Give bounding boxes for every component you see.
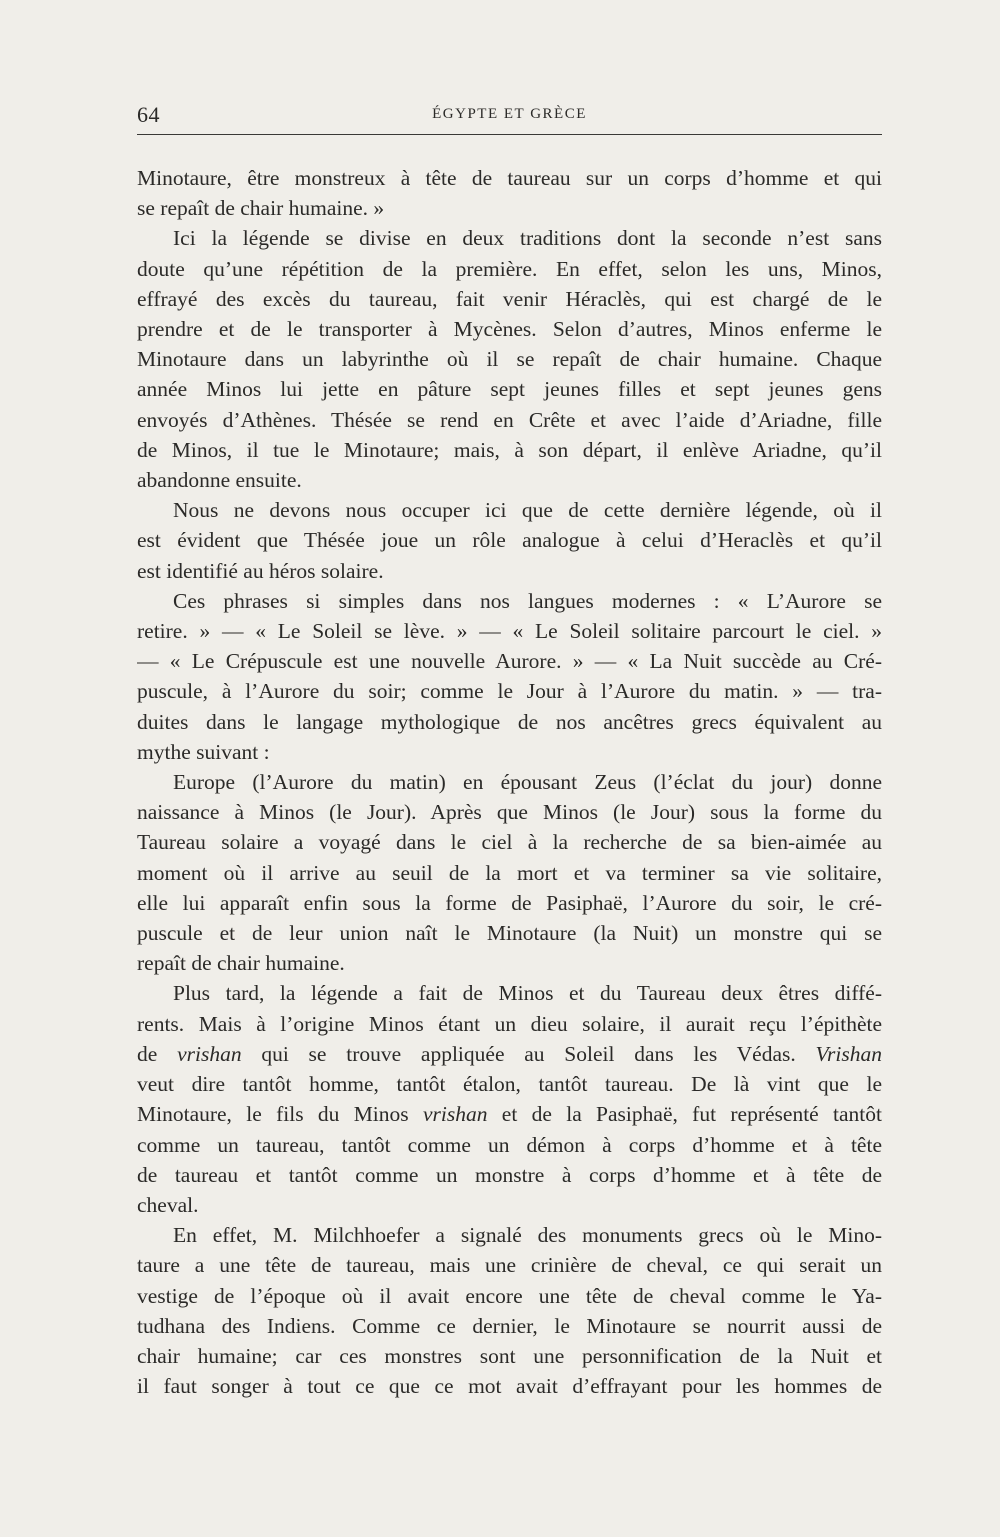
text-line: de taureau et tantôt comme un monstre à corps d’homme et à tête de bbox=[137, 1162, 882, 1187]
text-line: taure a une tête de taureau, mais une crinière de cheval, ce qui serait un bbox=[137, 1253, 882, 1278]
text-line: se repaît de chair humaine. » bbox=[137, 196, 385, 221]
text-line: retire. » — « Le Soleil se lève. » — « Le Soleil solitaire parcourt le ciel. » bbox=[137, 619, 882, 644]
text-line: de Minos, il tue le Minotaure; mais, à son départ, il enlève Ariadne, qu’il bbox=[137, 437, 882, 462]
text-line: — « Le Crépuscule est une nouvelle Aurore. » — « La Nuit succède au Cré- bbox=[137, 649, 882, 674]
text-line: de vrishan qui se trouve appliquée au Soleil dans les Védas. Vrishan bbox=[137, 1041, 882, 1066]
text-line: comme un taureau, tantôt comme un démon à corps d’homme et à tête bbox=[137, 1132, 882, 1157]
text-line: il faut songer à tout ce que ce mot avait d’effrayant pour les hommes de bbox=[137, 1374, 882, 1399]
text-line: repaît de chair humaine. bbox=[137, 951, 345, 976]
text-line: abandonne ensuite. bbox=[137, 468, 302, 493]
text-line: mythe suivant : bbox=[137, 739, 270, 764]
page-header bbox=[137, 100, 882, 132]
page-number: 64 bbox=[137, 102, 160, 127]
text-line: doute qu’une répétition de la première. En effet, selon les uns, Minos, bbox=[137, 256, 882, 281]
text-line: effrayé des excès du taureau, fait venir Héraclès, qui est chargé de le bbox=[137, 286, 882, 311]
text-line: année Minos lui jette en pâture sept jeunes filles et sept jeunes gens bbox=[137, 377, 882, 402]
italic-word: Vrishan bbox=[815, 1041, 882, 1066]
text-line: En effet, M. Milchhoefer a signalé des monuments grecs où le Mino- bbox=[173, 1223, 882, 1248]
text-line: duites dans le langage mythologique de nos ancêtres grecs équivalent au bbox=[137, 709, 882, 734]
text-line: vestige de l’époque où il avait encore une tête de cheval comme le Ya- bbox=[137, 1283, 882, 1308]
text-line: Ici la légende se divise en deux traditions dont la seconde n’est sans bbox=[173, 226, 882, 251]
text-line: Minotaure, être monstreux à tête de taureau sur un corps d’homme et qui bbox=[137, 166, 882, 190]
text-line: est identifié au héros solaire. bbox=[137, 558, 384, 583]
text-line: Nous ne devons nous occuper ici que de cette dernière légende, où il bbox=[173, 498, 882, 523]
text-line: naissance à Minos (le Jour). Après que Minos (le Jour) sous la forme du bbox=[137, 800, 882, 825]
italic-word: vrishan bbox=[177, 1041, 242, 1066]
text-line: veut dire tantôt homme, tantôt étalon, tantôt taureau. De là vint que le bbox=[137, 1072, 882, 1097]
text-line: puscule, à l’Aurore du soir; comme le Jour à l’Aurore du matin. » — tra- bbox=[137, 679, 882, 704]
text-line: Minotaure dans un labyrinthe où il se repaît de chair humaine. Chaque bbox=[137, 347, 882, 372]
italic-word: vrishan bbox=[422, 1102, 488, 1127]
text-line: puscule et de leur union naît le Minotaure (la Nuit) un monstre qui se bbox=[137, 921, 882, 946]
text-line: Taureau solaire a voyagé dans le ciel à la recherche de sa bien-aimée au bbox=[137, 830, 882, 855]
text-line: Ces phrases si simples dans nos langues modernes : « L’Aurore se bbox=[173, 588, 882, 613]
text-line: cheval. bbox=[137, 1192, 199, 1217]
text-line: Europe (l’Aurore du matin) en épousant Zeus (l’éclat du jour) donne bbox=[173, 770, 882, 795]
text-line: envoyés d’Athènes. Thésée se rend en Crête et avec l’aide d’Ariadne, fille bbox=[137, 407, 882, 432]
text-line: Minotaure, le fils du Minos vrishan et de la Pasiphaë, fut représenté tantôt bbox=[137, 1102, 882, 1127]
text-line: Plus tard, la légende a fait de Minos et du Taureau deux êtres diffé- bbox=[173, 981, 882, 1006]
text-line: prendre et de le transporter à Mycènes. Selon d’autres, Minos enferme le bbox=[137, 317, 882, 342]
text-line: tudhana des Indiens. Comme ce dernier, le Minotaure se nourrit aussi de bbox=[137, 1313, 882, 1338]
body-text bbox=[137, 163, 882, 1401]
text-line: rents. Mais à l’origine Minos étant un dieu solaire, il aurait reçu l’épithète bbox=[137, 1011, 882, 1036]
text-line: moment où il arrive au seuil de la mort et va terminer sa vie solitaire, bbox=[137, 860, 882, 885]
header-rule bbox=[137, 134, 882, 135]
text-line: est évident que Thésée joue un rôle analogue à celui d’Heraclès et qu’il bbox=[137, 528, 882, 553]
running-title: ÉGYPTE ET GRÈCE bbox=[432, 106, 587, 122]
text-line: chair humaine; car ces monstres sont une personnification de la Nuit et bbox=[137, 1343, 882, 1368]
text-line: elle lui apparaît enfin sous la forme de Pasiphaë, l’Aurore du soir, le cré- bbox=[137, 890, 882, 915]
